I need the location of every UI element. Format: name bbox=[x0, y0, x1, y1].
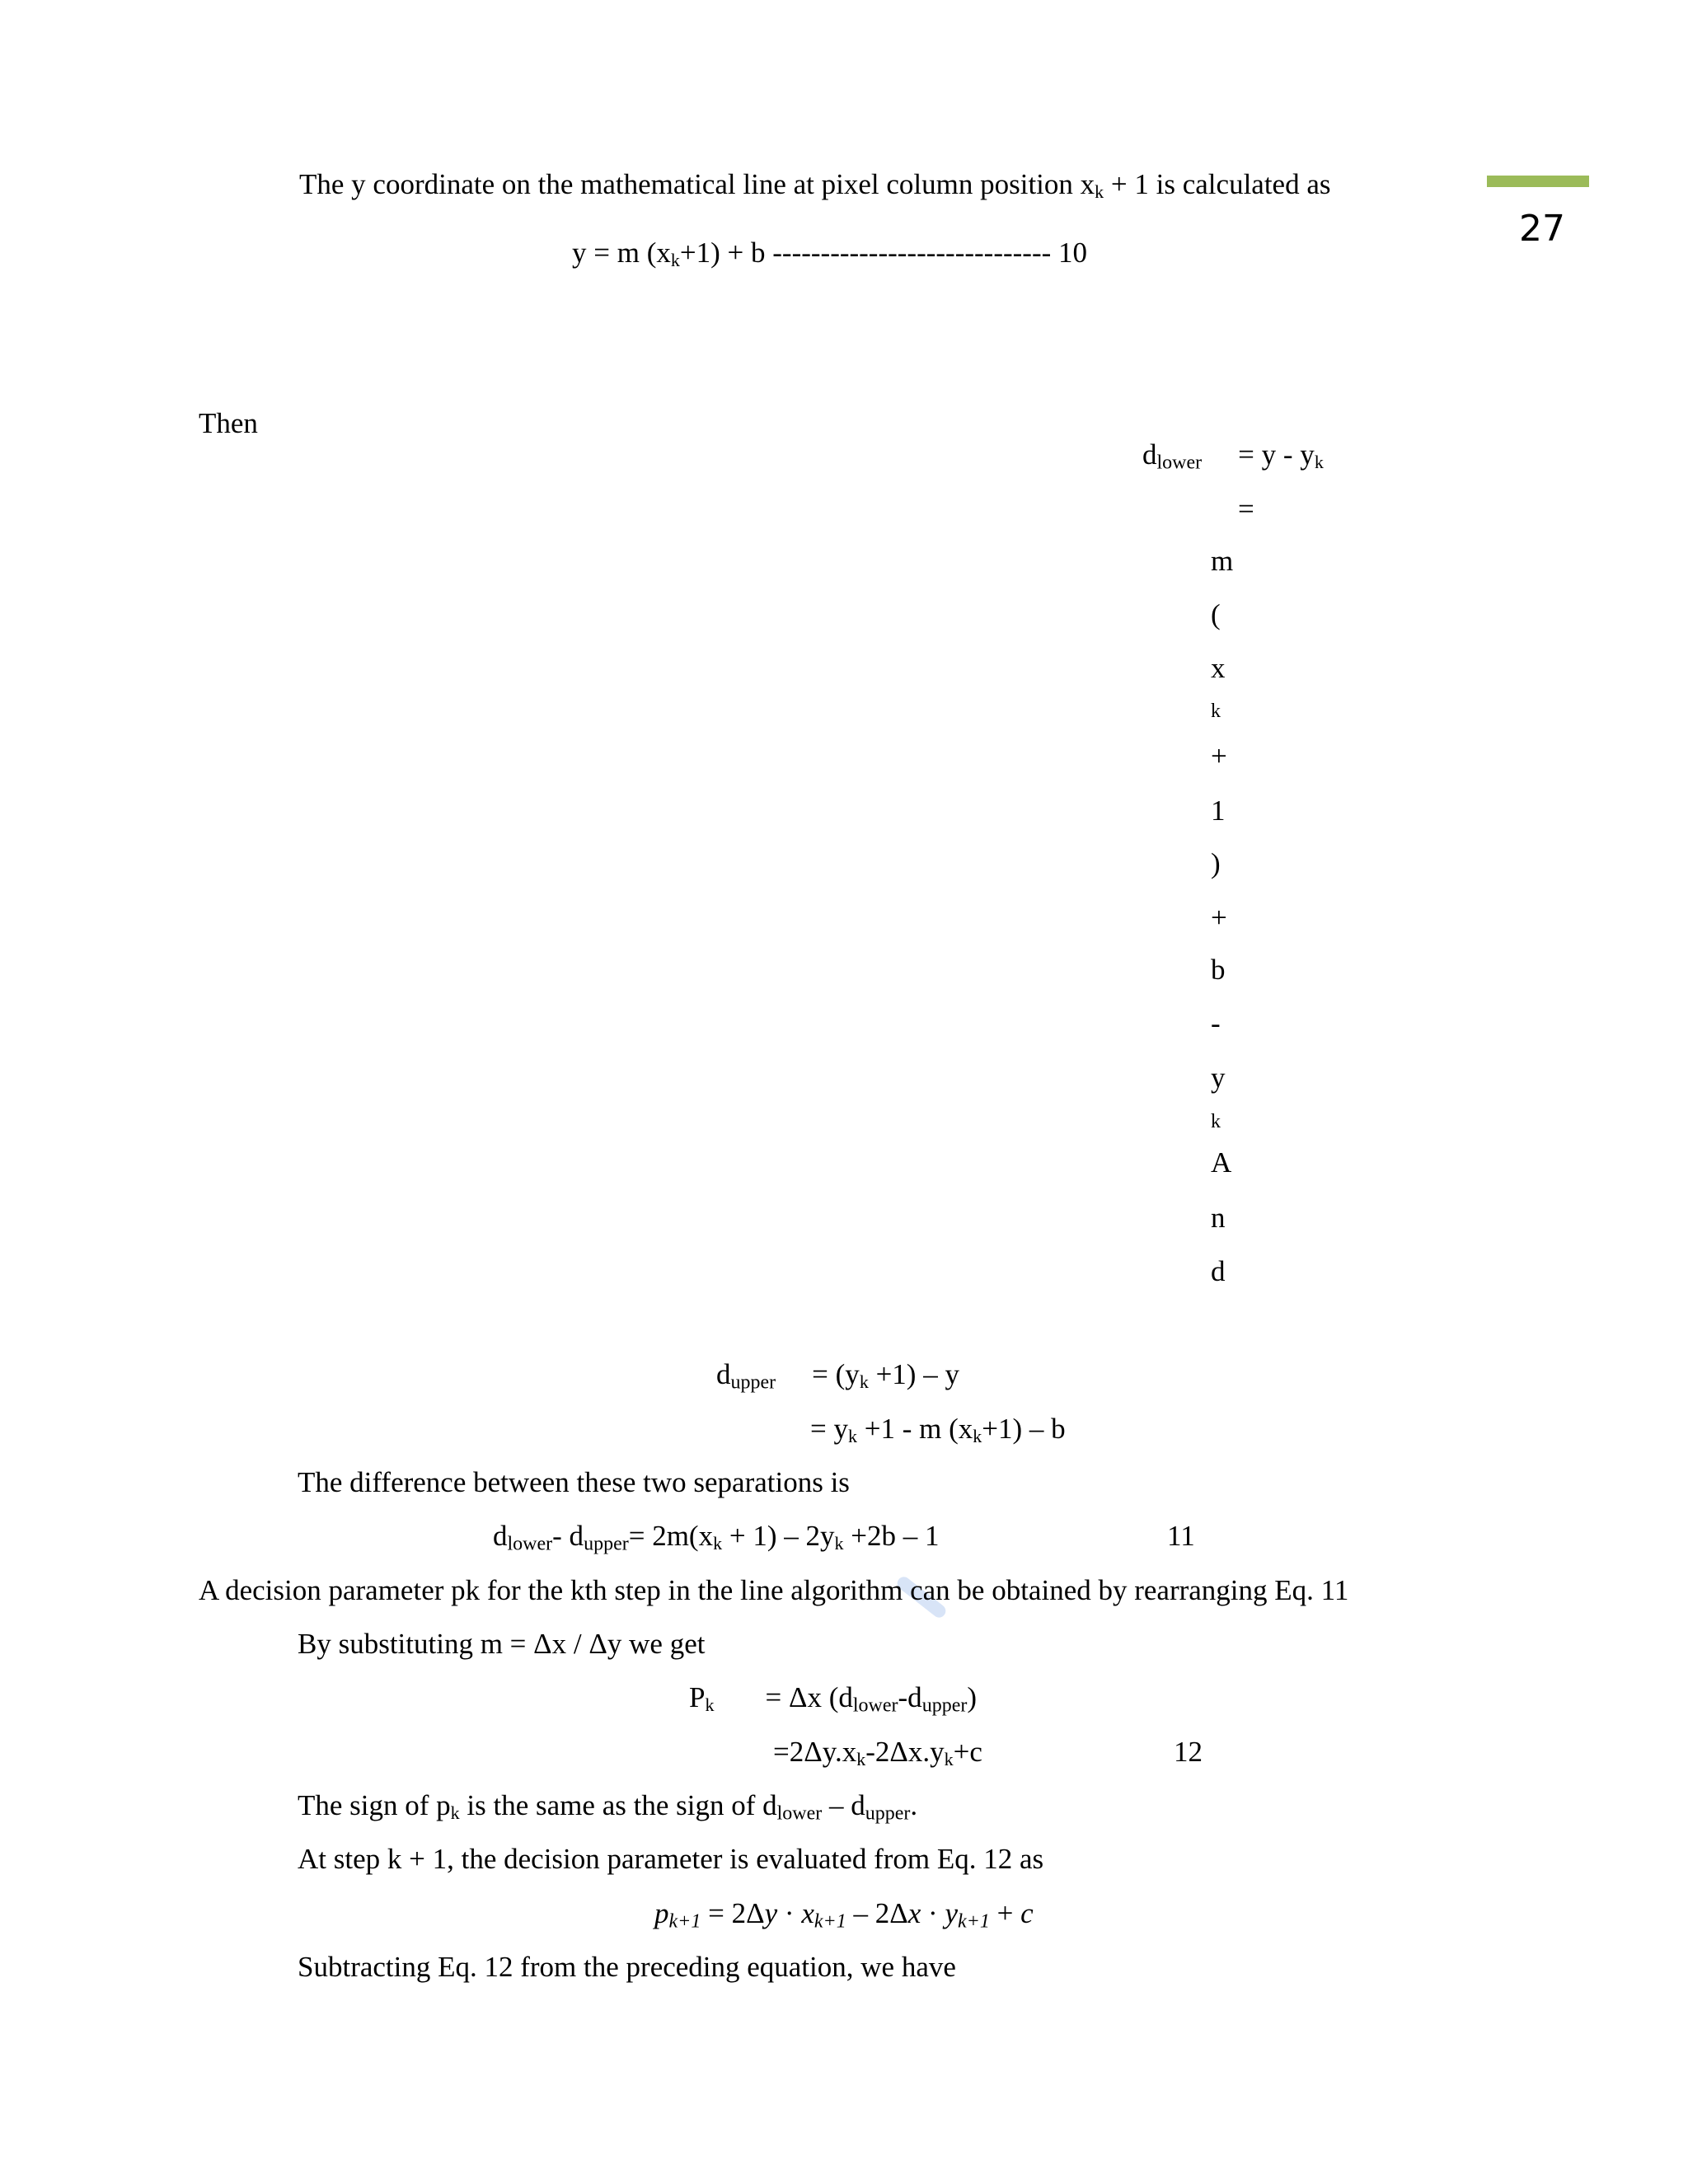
pk-equation: $P_k = \Delta x$ $(d_{lower}-d_{upper})$ bbox=[689, 1681, 977, 1717]
substitution-sentence: By substituting m = Δx / Δy we get bbox=[298, 1628, 706, 1660]
d-upper-equation: $d_{upper} = (y_k +1) - y$ bbox=[716, 1358, 959, 1394]
equation-10: y = m $(x_k+1) + b$ ----------------------------- 10 bbox=[572, 237, 1088, 270]
decision-parameter-sentence: A decision parameter pk for the kth step in the line algorithm can be obtained by rearranging Eq. 11 bbox=[199, 1574, 1349, 1606]
equation-11-number: 11 bbox=[1167, 1520, 1195, 1552]
page-accent-bar bbox=[1487, 176, 1589, 187]
pk-plus-1-equation: $p_{k+1} = 2\Delta y \cdot x_{k+1} - 2\Delta x \cdot y_{k+1} + c$ bbox=[654, 1897, 1034, 1933]
d-lower-equation: $d_{lower} = y - y_k$ bbox=[1142, 438, 1324, 474]
step-sentence: At step k + 1, the decision parameter is evaluated from Eq. 12 as bbox=[298, 1843, 1044, 1875]
vertical-char: d bbox=[1211, 1255, 1226, 1287]
page-number: 27 bbox=[1519, 208, 1565, 250]
vertical-char: A bbox=[1211, 1146, 1232, 1179]
equation-12: $=2\Delta y.x_k-2\Delta x.y_k+c$ bbox=[773, 1736, 982, 1769]
vertical-char: b bbox=[1211, 954, 1226, 986]
vertical-char: = bbox=[1238, 493, 1254, 525]
vertical-char: m bbox=[1211, 545, 1234, 577]
vertical-char: + bbox=[1211, 740, 1227, 772]
vertical-char: n bbox=[1211, 1202, 1226, 1234]
d-upper-expansion: = $y_k +1 - m$ $(x_k+1) - b$ bbox=[810, 1413, 1066, 1446]
vertical-char: ( bbox=[1211, 598, 1221, 630]
equation-11: $d_{lower}-$ $d_{upper}= 2m(x_k + 1) - 2y_k +2b - 1$ bbox=[493, 1520, 940, 1555]
vertical-char: y bbox=[1211, 1062, 1226, 1094]
then-label: Then bbox=[199, 407, 258, 439]
vertical-char: k bbox=[1211, 701, 1221, 722]
sign-sentence: The sign of $p_k$ is the same as the sign of $d_{lower} - d_{upper}$. bbox=[298, 1789, 918, 1825]
vertical-char: k bbox=[1211, 1111, 1221, 1132]
difference-sentence: The difference between these two separations is bbox=[298, 1466, 850, 1498]
vertical-char: x bbox=[1211, 652, 1226, 684]
equation-12-number: 12 bbox=[1174, 1736, 1203, 1768]
intro-sentence: The y coordinate on the mathematical line at pixel column position $x_k + 1$ is calculated as bbox=[299, 168, 1331, 202]
vertical-char: - bbox=[1211, 1007, 1221, 1039]
vertical-char: ) bbox=[1211, 847, 1221, 879]
vertical-char: 1 bbox=[1211, 794, 1226, 827]
vertical-char: + bbox=[1211, 902, 1227, 934]
subtracting-sentence: Subtracting Eq. 12 from the preceding equation, we have bbox=[298, 1951, 956, 1983]
